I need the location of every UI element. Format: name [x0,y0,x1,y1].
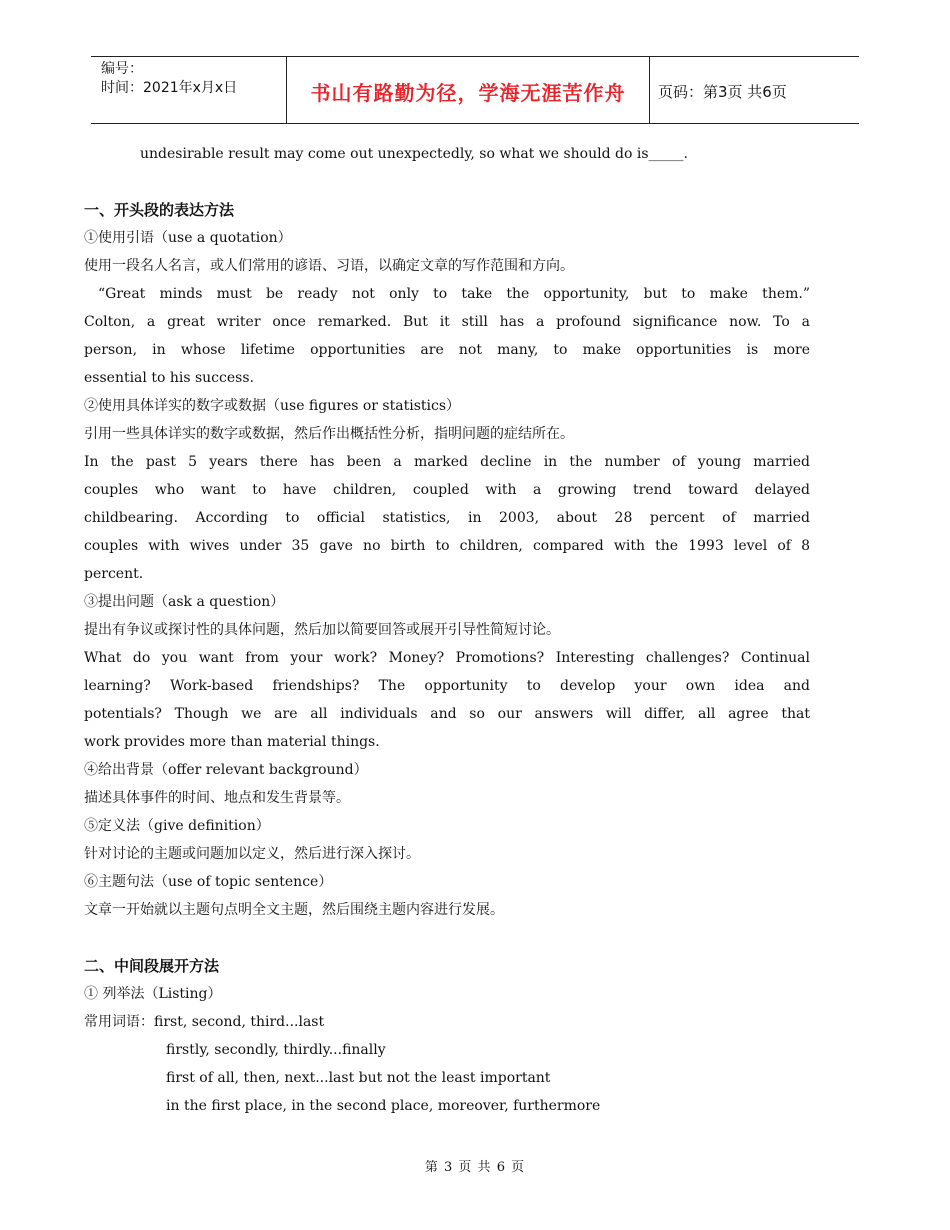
header-divider [649,57,650,123]
method-description: 提出有争议或探讨性的具体问题，然后加以简要回答或展开引导性简短讨论。 [84,622,560,638]
method-description: 针对讨论的主题或问题加以定义，然后进行深入探讨。 [84,846,420,862]
example-line: work provides more than material things. [84,734,380,750]
example-line: learning? Work-based friendships? The opportunity to develop your own idea and [84,678,810,694]
method-description: 描述具体事件的时间、地点和发生背景等。 [84,790,350,806]
page-header [91,56,859,124]
method-title: ③提出问题（ask a question） [84,594,285,610]
header-left [101,60,237,98]
example-line: couples who want to have children, coupled with a growing trend toward delayed [84,482,810,498]
common-words-item: firstly, secondly, thirdly...finally [166,1042,386,1058]
example-line: essential to his success. [84,370,254,386]
number-label: 编号： [101,61,143,77]
example-line: percent. [84,566,144,582]
document-body [84,140,810,1120]
example-line: childbearing. According to official statistics, in 2003, about 28 percent of married [84,510,810,526]
method-description: 使用一段名人名言，或人们常用的谚语、习语，以确定文章的写作范围和方向。 [84,258,574,274]
common-words-item: in the first place, in the second place, moreover, furthermore [166,1098,601,1114]
method-title: ④给出背景（offer relevant background） [84,762,368,778]
common-words-line [84,1008,810,1036]
example-line: “Great minds must be ready not only to take the opportunity, but to make them.” [98,286,810,302]
method-title: ①使用引语（use a quotation） [84,230,292,246]
section-heading: 二、中间段展开方法 [84,957,220,975]
example-line: Colton, a great writer once remarked. But it still has a profound significance now. To a [84,314,810,330]
example-line: couples with wives under 35 gave no birth to children, compared with the 1993 level of 8 [84,538,810,554]
header-page-info: 页码：第3页 共6页 [658,83,787,101]
method-description: 文章一开始就以主题句点明全文主题，然后围绕主题内容进行发展。 [84,902,504,918]
page-footer: 第 3 页 共 6 页 [424,1160,526,1175]
method-title: ②使用具体详实的数字或数据（use figures or statistics） [84,398,461,414]
method-title: ① 列举法（Listing） [84,986,222,1002]
example-line: What do you want from your work? Money? Promotions? Interesting challenges? Continual [84,650,810,666]
method-description: 引用一些具体详实的数字或数据，然后作出概括性分析，指明问题的症结所在。 [84,426,574,442]
header-motto: 书山有路勤为径，学海无涯苦作舟 [310,81,626,105]
section-heading: 一、开头段的表达方法 [84,201,235,219]
example-line: potentials? Though we are all individuals and so our answers will differ, all agree that [84,706,810,722]
common-words-label: 常用词语： [84,1014,154,1030]
method-title: ⑤定义法（give definition） [84,818,270,834]
intro-line: undesirable result may come out unexpectedly, so what we should do is_____. [140,146,688,162]
method-title: ⑥主题句法（use of topic sentence） [84,874,333,890]
common-words-item: first of all, then, next...last but not the least important [166,1070,551,1086]
common-words-item: first, second, third...last [154,1014,325,1030]
example-line: person, in whose lifetime opportunities are not many, to make opportunities is more [84,342,810,358]
example-line: In the past 5 years there has been a marked decline in the number of young married [84,454,810,470]
time-label: 时间：2021年x月x日 [101,80,238,96]
